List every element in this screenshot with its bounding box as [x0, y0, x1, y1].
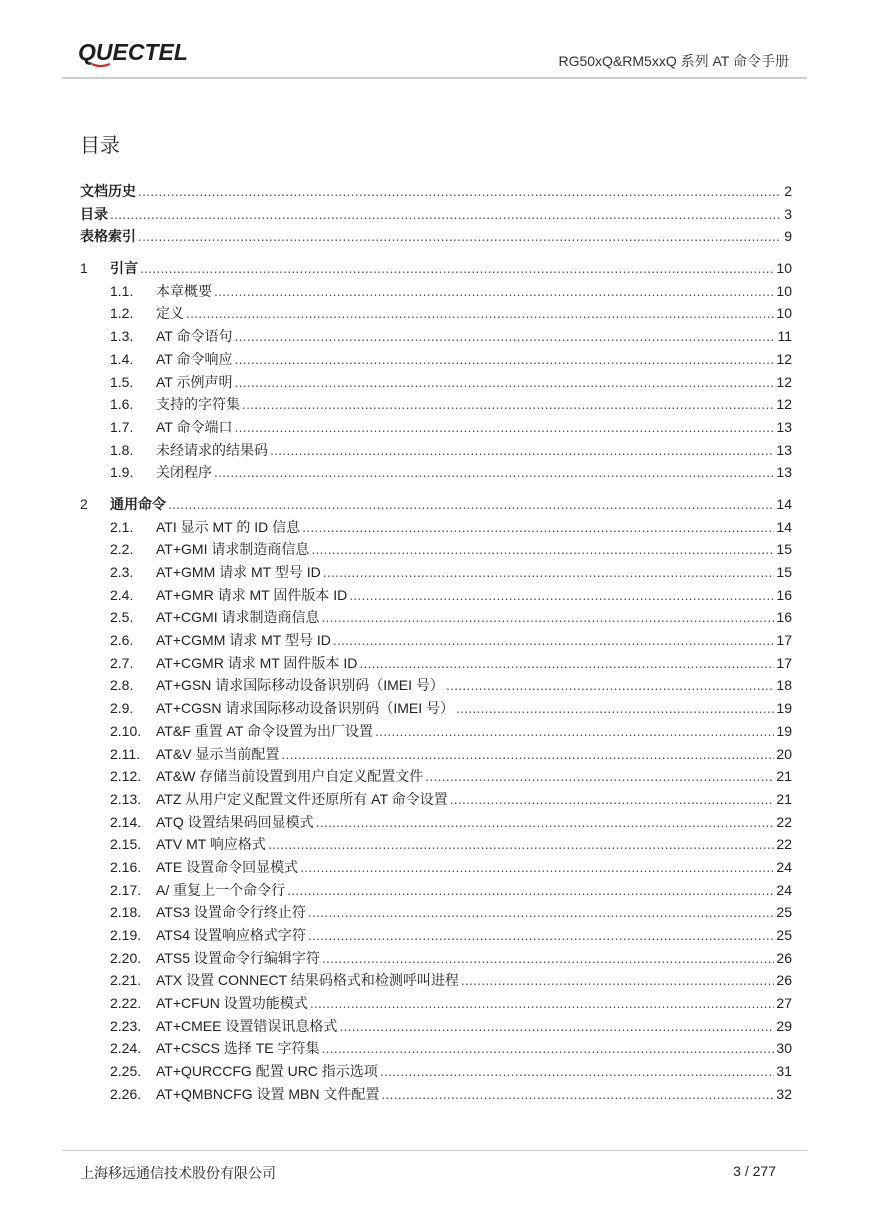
toc-dot-leader: [323, 561, 775, 584]
toc-entry-label: 文档历史: [80, 183, 136, 199]
toc-entry-number: 1.6.: [110, 396, 134, 413]
toc-dot-leader: [321, 606, 774, 629]
toc-entry[interactable]: [80, 416, 792, 439]
toc-dot-leader: [168, 493, 774, 516]
footer-divider: [62, 1150, 807, 1151]
toc-entry-number: 2.10.: [110, 722, 142, 739]
toc-entry[interactable]: [80, 280, 792, 303]
toc-entry-page: 21: [776, 768, 792, 785]
toc-entry-number: 1.7.: [110, 418, 134, 435]
toc-entry-page: 27: [776, 995, 792, 1012]
footer-page-number: 3 / 277: [733, 1163, 776, 1179]
toc-dot-leader: [446, 674, 774, 697]
toc-entry-label: AT+CGMM 请求 MT 型号 ID: [156, 632, 331, 649]
toc-dot-leader: [381, 1083, 774, 1106]
toc-entry-number: 2.23.: [110, 1017, 142, 1034]
toc-entry-page: 14: [776, 518, 792, 535]
toc-entry-label: AT+CFUN 设置功能模式: [156, 995, 308, 1012]
toc-entry[interactable]: [80, 302, 792, 325]
toc-entry-page: 31: [776, 1063, 792, 1080]
toc-dot-leader: [287, 879, 774, 902]
toc-entry-number: 1.8.: [110, 441, 134, 458]
toc-dot-leader: [461, 969, 775, 992]
toc-entry[interactable]: [80, 720, 792, 743]
toc-entry-label: 通用命令: [110, 495, 166, 512]
toc-entry-number: 2.13.: [110, 790, 142, 807]
toc-entry[interactable]: [80, 969, 792, 992]
toc-dot-leader: [310, 992, 775, 1015]
toc-entry-number: 1.2.: [110, 305, 134, 322]
company-logo: [76, 38, 242, 68]
toc-entry-label: AT+CSCS 选择 TE 字符集: [156, 1040, 320, 1057]
toc-entry-page: 17: [776, 654, 792, 671]
toc-entry-label: AT 命令语句: [156, 328, 233, 345]
toc-entry[interactable]: [80, 947, 792, 970]
toc-entry-page: 15: [776, 541, 792, 558]
toc-entry-page: 12: [776, 396, 792, 413]
toc-entry-page: 17: [776, 632, 792, 649]
toc-entry-number: 2.20.: [110, 949, 142, 966]
toc-entry[interactable]: [80, 856, 792, 879]
toc-entry[interactable]: [80, 743, 792, 766]
toc-entry[interactable]: [80, 879, 792, 902]
toc-dot-leader: [380, 1060, 775, 1083]
toc-entry-number: 1.5.: [110, 373, 134, 390]
toc-entry-number: 2.9.: [110, 700, 134, 717]
toc-entry[interactable]: [80, 516, 792, 539]
toc-entry-number: 2.26.: [110, 1085, 142, 1102]
toc-entry-page: 26: [776, 972, 792, 989]
toc-entry-number: 2.12.: [110, 768, 142, 785]
toc-entry-page: 24: [776, 858, 792, 875]
toc-entry-page: 2: [784, 183, 792, 199]
toc-entry-number: 2.18.: [110, 904, 142, 921]
toc-dot-leader: [308, 924, 775, 947]
toc-entry-label: AT+GMR 请求 MT 固件版本 ID: [156, 586, 348, 603]
toc-entry-number: 2.25.: [110, 1063, 142, 1080]
toc-entry-number: 2.14.: [110, 813, 142, 830]
toc-dot-leader: [270, 439, 774, 462]
toc-dot-leader: [302, 516, 774, 539]
toc-entry-page: 30: [776, 1040, 792, 1057]
toc-entry-label: AT 示例声明: [156, 373, 233, 390]
toc-entry[interactable]: [80, 924, 792, 947]
toc-entry-label: AT&V 显示当前配置: [156, 745, 280, 762]
toc-dot-leader: [450, 788, 775, 811]
toc-entry-page: 20: [776, 745, 792, 762]
toc-entry-number: 1.1.: [110, 282, 134, 299]
toc-dot-leader: [322, 947, 775, 970]
toc-entry-page: 11: [777, 328, 792, 345]
toc-entry-number: 1: [80, 260, 88, 277]
toc-entry-page: 16: [776, 609, 792, 626]
toc-entry[interactable]: [80, 393, 792, 416]
toc-dot-leader: [242, 393, 774, 416]
toc-entry-number: 2.24.: [110, 1040, 142, 1057]
toc-entry-number: 2.2.: [110, 541, 134, 558]
toc-dot-leader: [339, 1015, 774, 1038]
toc-entry-number: 2.22.: [110, 995, 142, 1012]
toc-entry-page: 19: [776, 722, 792, 739]
toc-entry-label: AT+CMEE 设置错误讯息格式: [156, 1017, 338, 1034]
toc-entry-label: AT+QURCCFG 配置 URC 指示选项: [156, 1063, 378, 1080]
toc-entry-page: 21: [776, 790, 792, 807]
toc-dot-leader: [300, 856, 774, 879]
toc-entry-page: 13: [776, 464, 792, 481]
toc-entry[interactable]: [80, 461, 792, 484]
toc-dot-leader: [456, 697, 774, 720]
toc-entry-page: 25: [776, 904, 792, 921]
toc-entry-number: 2.7.: [110, 654, 134, 671]
toc-entry-label: AT+GSN 请求国际移动设备识别码（IMEI 号）: [156, 677, 444, 694]
toc-entry-number: 2.6.: [110, 632, 134, 649]
toc-entry-label: AT&W 存储当前设置到用户自定义配置文件: [156, 768, 424, 785]
toc-entry[interactable]: [80, 1015, 792, 1038]
toc-entry-page: 13: [776, 441, 792, 458]
toc-entry-number: 2.4.: [110, 586, 134, 603]
toc-entry[interactable]: [80, 225, 792, 248]
toc-dot-leader: [186, 302, 774, 325]
toc-dot-leader: [235, 371, 775, 394]
toc-entry[interactable]: [80, 788, 792, 811]
toc-entry-page: 15: [776, 564, 792, 580]
toc-entry-number: 2.19.: [110, 927, 142, 943]
toc-entry-number: 2.3.: [110, 564, 134, 580]
toc-entry[interactable]: [80, 606, 792, 629]
toc-dot-leader: [268, 833, 774, 856]
toc-entry-page: 12: [776, 373, 792, 390]
toc-entry-page: 19: [776, 700, 792, 717]
toc-entry[interactable]: [80, 348, 792, 371]
toc-entry-number: 2.16.: [110, 858, 142, 875]
toc-entry-page: 24: [776, 881, 792, 898]
toc-entry-number: 2.5.: [110, 609, 134, 626]
toc-entry[interactable]: [80, 371, 792, 394]
toc-dot-leader: [349, 584, 774, 607]
toc-entry[interactable]: [80, 811, 792, 834]
toc-entry-label: AT&F 重置 AT 命令设置为出厂设置: [156, 722, 374, 739]
toc-entry[interactable]: [80, 697, 792, 720]
toc-dot-leader: [375, 720, 774, 743]
toc-entry-label: A/ 重复上一个命令行: [156, 881, 286, 898]
toc-dot-leader: [425, 765, 774, 788]
toc-entry-label: ATZ 从用户定义配置文件还原所有 AT 命令设置: [156, 790, 448, 807]
toc-dot-leader: [140, 257, 774, 280]
toc-entry-label: AT+GMM 请求 MT 型号 ID: [156, 564, 321, 580]
toc-entry-number: 1.3.: [110, 328, 134, 345]
toc-entry-label: ATI 显示 MT 的 ID 信息: [156, 518, 301, 535]
toc-entry[interactable]: [80, 629, 792, 652]
toc-entry-number: 2.11.: [110, 745, 141, 762]
toc-dot-leader: [308, 901, 775, 924]
toc-entry-page: 3: [784, 205, 792, 222]
toc-entry[interactable]: [80, 203, 792, 226]
toc-entry-label: AT+CGSN 请求国际移动设备识别码（IMEI 号）: [156, 700, 455, 717]
toc-entry-number: 2.8.: [110, 677, 134, 694]
toc-dot-leader: [110, 203, 780, 226]
toc-entry[interactable]: [80, 257, 792, 280]
toc-entry-label: AT+CGMI 请求制造商信息: [156, 609, 320, 626]
toc-entry-number: 2.21.: [110, 972, 142, 989]
toc-entry-number: 1.9.: [110, 464, 134, 481]
toc-dot-leader: [214, 280, 774, 303]
toc-entry[interactable]: [80, 180, 792, 203]
toc-entry[interactable]: [80, 493, 792, 516]
toc-dot-leader: [214, 461, 774, 484]
toc-entry-page: 10: [776, 305, 792, 322]
toc-entry[interactable]: [80, 439, 792, 462]
toc-entry-page: 25: [776, 927, 792, 943]
header-divider: [62, 77, 807, 79]
toc-entry-label: 支持的字符集: [156, 396, 240, 413]
toc-dot-leader: [359, 652, 774, 675]
toc-entry-label: 引言: [110, 260, 138, 277]
toc-entry[interactable]: [80, 561, 792, 584]
toc-entry[interactable]: [80, 652, 792, 675]
toc-entry-label: ATS3 设置命令行终止符: [156, 904, 306, 921]
toc-dot-leader: [235, 416, 775, 439]
toc-entry-label: ATQ 设置结果码回显模式: [156, 813, 314, 830]
toc-entry[interactable]: [80, 584, 792, 607]
toc-entry-label: ATS5 设置命令行编辑字符: [156, 949, 320, 966]
toc-entry-page: 10: [776, 282, 792, 299]
toc-entry-number: 2.1.: [110, 518, 134, 535]
toc-entry-label: AT+QMBNCFG 设置 MBN 文件配置: [156, 1085, 380, 1102]
toc-dot-leader: [321, 1037, 774, 1060]
toc-entry-label: 定义: [156, 305, 184, 322]
toc-entry-page: 32: [776, 1085, 792, 1102]
toc-entry-page: 26: [776, 949, 792, 966]
toc-entry[interactable]: [80, 1060, 792, 1083]
footer-company-name: 上海移远通信技术股份有限公司: [80, 1165, 276, 1181]
toc-dot-leader: [316, 811, 775, 834]
toc-entry-page: 10: [776, 260, 792, 277]
toc-dot-leader: [235, 348, 775, 371]
toc-entry-label: AT 命令响应: [156, 350, 233, 367]
toc-entry-number: 2: [80, 495, 88, 512]
toc-entry-label: ATS4 设置响应格式字符: [156, 927, 306, 943]
toc-entry-page: 12: [776, 350, 792, 367]
toc-dot-leader: [333, 629, 775, 652]
toc-entry-page: 22: [776, 813, 792, 830]
toc-entry-page: 16: [776, 586, 792, 603]
toc-entry[interactable]: [80, 765, 792, 788]
toc-entry-page: 9: [784, 228, 792, 245]
toc-entry-page: 14: [776, 495, 792, 512]
toc-entry[interactable]: [80, 674, 792, 697]
table-of-contents: [80, 180, 792, 1106]
toc-entry[interactable]: [80, 833, 792, 856]
toc-entry-label: 表格索引: [80, 228, 136, 245]
toc-dot-leader: [281, 743, 774, 766]
toc-entry-page: 13: [776, 418, 792, 435]
toc-entry[interactable]: [80, 1083, 792, 1106]
toc-entry[interactable]: [80, 1037, 792, 1060]
toc-entry-label: AT+GMI 请求制造商信息: [156, 541, 310, 558]
toc-entry-label: ATV MT 响应格式: [156, 836, 266, 853]
logo-wordmark: QUECTEL: [78, 39, 188, 65]
toc-entry[interactable]: [80, 992, 792, 1015]
toc-entry-number: 1.4.: [110, 350, 134, 367]
toc-dot-leader: [311, 538, 774, 561]
toc-entry-page: 29: [776, 1017, 792, 1034]
toc-dot-leader: [138, 180, 780, 203]
toc-entry[interactable]: [80, 901, 792, 924]
toc-entry-page: 22: [776, 836, 792, 853]
toc-entry-number: 2.15.: [110, 836, 142, 853]
toc-entry[interactable]: [80, 325, 792, 348]
toc-entry-label: ATE 设置命令回显模式: [156, 858, 299, 875]
toc-entry-label: ATX 设置 CONNECT 结果码格式和检测呼叫进程: [156, 972, 459, 989]
toc-entry-label: 目录: [80, 205, 108, 222]
toc-entry-label: 未经请求的结果码: [156, 441, 268, 458]
toc-entry-label: 关闭程序: [156, 464, 212, 481]
toc-entry-label: AT 命令端口: [156, 418, 233, 435]
toc-entry-page: 18: [776, 677, 792, 694]
toc-entry-number: 2.17.: [110, 881, 142, 898]
toc-entry-label: 本章概要: [156, 282, 212, 299]
document-title: RG50xQ&RM5xxQ 系列 AT 命令手册: [558, 53, 789, 69]
toc-entry[interactable]: [80, 538, 792, 561]
toc-heading: 目录: [80, 135, 120, 157]
toc-dot-leader: [235, 325, 776, 348]
toc-entry-label: AT+CGMR 请求 MT 固件版本 ID: [156, 654, 358, 671]
toc-dot-leader: [138, 225, 780, 248]
